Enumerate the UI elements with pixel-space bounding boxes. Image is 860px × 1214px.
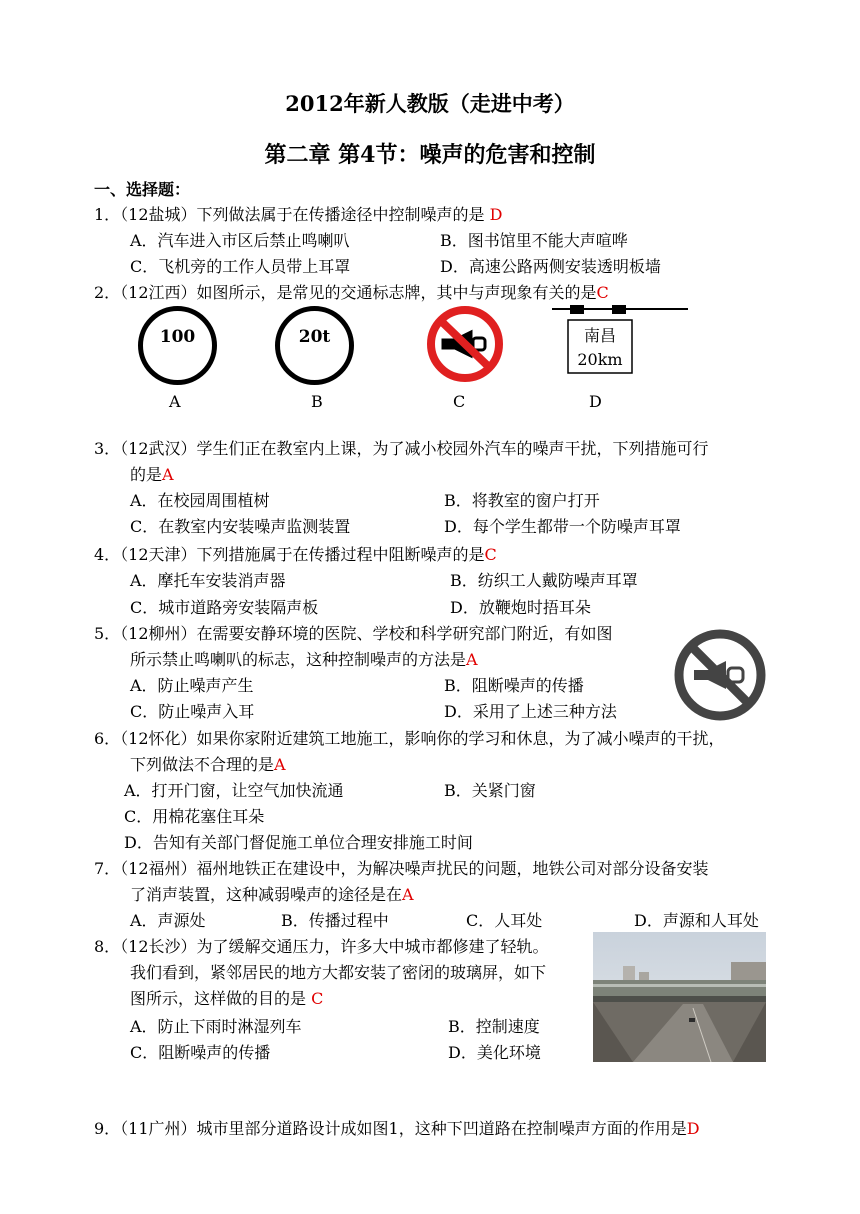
q4-option-c: C．城市道路旁安装隔声板 xyxy=(130,598,319,617)
question-8-stem-3: 图所示，这样做的目的是 C xyxy=(130,989,324,1008)
question-9-stem: 9．（11广州）城市里部分道路设计成如图1，这种下凹道路在控制噪声方面的作用是D xyxy=(94,1119,700,1138)
sign-label-b: B xyxy=(311,392,323,411)
question-5-stem-2: 所示禁止鸣喇叭的标志，这种控制噪声的方法是A xyxy=(130,650,478,669)
q6-option-c: C．用棉花塞住耳朵 xyxy=(124,807,265,826)
question-2-answer: C xyxy=(596,283,609,302)
q8-option-d: D．美化环境 xyxy=(448,1043,541,1062)
q5-option-b: B．阻断噪声的传播 xyxy=(444,676,584,695)
no-horn-sign-icon xyxy=(425,304,505,384)
q5-option-a: A．防止噪声产生 xyxy=(130,676,254,695)
q7-option-b: B．传播过程中 xyxy=(281,911,389,930)
question-3-answer: A xyxy=(162,465,174,484)
q4-option-a: A．摩托车安装消声器 xyxy=(130,571,286,590)
chapter-title: 第二章 第4节：噪声的危害和控制 xyxy=(264,142,596,168)
doc-title: 2012年新人教版（走进中考） xyxy=(285,91,575,116)
sign-label-a: A xyxy=(169,392,181,411)
question-6-stem-2: 下列做法不合理的是A xyxy=(130,755,286,774)
q6-option-a: A．打开门窗，让空气加快流通 xyxy=(124,781,344,800)
q8-option-a: A．防止下雨时淋湿列车 xyxy=(130,1017,302,1036)
q3-option-a: A．在校园周围植树 xyxy=(130,491,270,510)
sign-label-d: D xyxy=(589,392,602,411)
q1-option-c: C．飞机旁的工作人员带上耳罩 xyxy=(130,257,351,276)
q7-option-c: C．人耳处 xyxy=(466,911,543,930)
question-1-stem: 1．（12盐城）下列做法属于在传播途径中控制噪声的是 D xyxy=(94,205,503,224)
question-5-answer: A xyxy=(466,650,478,669)
question-8-stem-2: 我们看到，紧邻居民的地方大都安装了密闭的玻璃屏，如下 xyxy=(130,963,547,982)
question-4-answer: C xyxy=(484,545,497,564)
section-heading: 一、选择题： xyxy=(94,180,191,199)
q3-option-b: B．将教室的窗户打开 xyxy=(444,491,600,510)
q7-option-d: D．声源和人耳处 xyxy=(634,911,759,930)
q1-option-b: B．图书馆里不能大声喧哗 xyxy=(440,231,628,250)
q5-option-c: C．防止噪声入耳 xyxy=(130,702,255,721)
q7-option-a: A．声源处 xyxy=(130,911,206,930)
q1-option-d: D．高速公路两侧安装透明板墙 xyxy=(440,257,661,276)
q4-option-b: B．纺织工人戴防噪声耳罩 xyxy=(450,571,638,590)
question-7-answer: A xyxy=(402,885,414,904)
no-horn-sign-gray-icon xyxy=(672,627,768,723)
sign-label-c: C xyxy=(453,392,466,411)
question-3-stem: 3．（12武汉）学生们正在教室内上课，为了减小校园外汽车的噪声干扰，下列措施可行 xyxy=(94,439,709,458)
question-1-answer: D xyxy=(489,205,503,224)
question-8-stem: 8．（12长沙）为了缓解交通压力，许多大中城市都修建了轻轨。 xyxy=(94,937,549,956)
q6-option-d: D．告知有关部门督促施工单位合理安排施工时间 xyxy=(124,833,473,852)
sign-d-city: 南昌 xyxy=(583,326,616,345)
question-4-stem: 4．（12天津）下列措施属于在传播过程中阻断噪声的是C xyxy=(94,545,497,564)
question-3-stem-2: 的是A xyxy=(130,465,174,484)
question-2-stem: 2．（12江西）如图所示，是常见的交通标志牌，其中与声现象有关的是C xyxy=(94,283,609,302)
q3-option-c: C．在教室内安装噪声监测装置 xyxy=(130,517,351,536)
q5-option-d: D．采用了上述三种方法 xyxy=(444,702,617,721)
q6-option-b: B．关紧门窗 xyxy=(444,781,536,800)
q1-option-a: A．汽车进入市区后禁止鸣喇叭 xyxy=(130,231,350,250)
q3-option-d: D．每个学生都带一个防噪声耳罩 xyxy=(444,517,681,536)
speed-limit-sign: 100 xyxy=(138,306,217,385)
question-7-stem: 7．（12福州）福州地铁正在建设中，为解决噪声扰民的问题，地铁公司对部分设备安装 xyxy=(94,859,709,878)
q8-option-c: C．阻断噪声的传播 xyxy=(130,1043,271,1062)
q4-option-d: D．放鞭炮时捂耳朵 xyxy=(450,598,591,617)
question-6-stem: 6．（12怀化）如果你家附近建筑工地施工，影响你的学习和休息，为了减小噪声的干扰， xyxy=(94,729,725,748)
question-5-stem: 5．（12柳州）在需要安静环境的医院、学校和科学研究部门附近，有如图 xyxy=(94,624,613,643)
question-6-answer: A xyxy=(274,755,286,774)
question-8-answer: C xyxy=(311,989,324,1008)
question-9-answer: D xyxy=(686,1119,700,1138)
q8-option-b: B．控制速度 xyxy=(448,1017,540,1036)
question-7-stem-2: 了消声装置，这种减弱噪声的途径是在A xyxy=(130,885,414,904)
weight-limit-sign: 20t xyxy=(275,306,354,385)
light-rail-photo xyxy=(593,932,766,1062)
sign-d-distance: 20km xyxy=(577,350,623,369)
